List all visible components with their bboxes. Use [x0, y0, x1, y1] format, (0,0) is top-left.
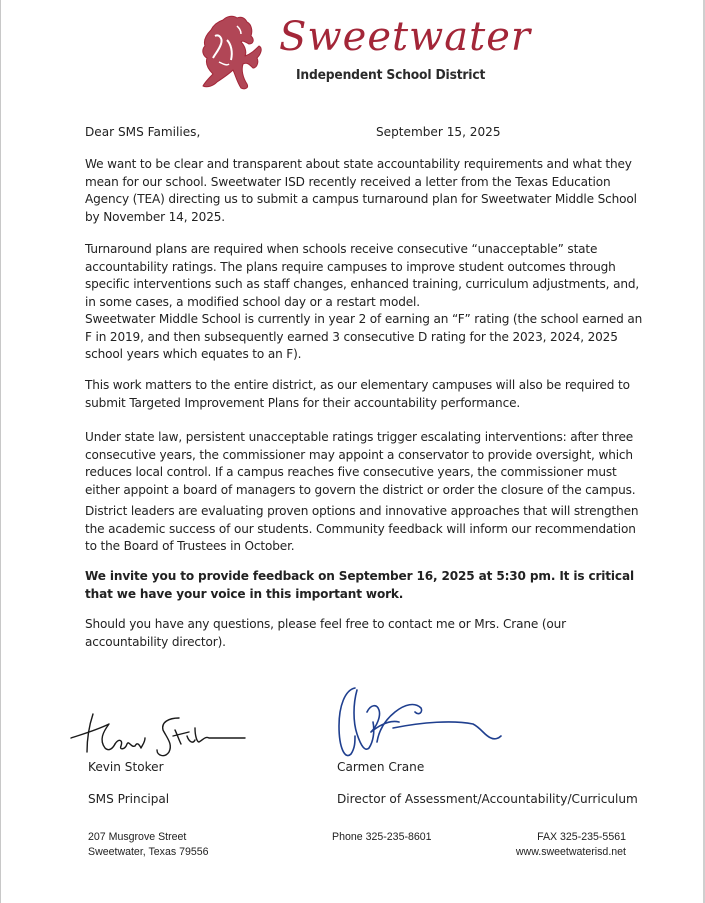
paragraph-feedback-invite: We invite you to provide feedback on September 16, 2025 at 5:30 pm. It is critical that we have your voice in this important work. [85, 569, 634, 601]
address-line-2: Sweetwater, Texas 79556 [88, 846, 209, 858]
paragraph-tea-letter: We want to be clear and transparent about state accountability requirements and what they mean for our school. Sweetwater ISD recently received a letter from the Texas Education Agency (TEA) directing us to submit a campus turnaround plan for Sweetwater Middle School by November 14, 2025. [85, 157, 637, 224]
footer-contact [516, 830, 626, 860]
paragraph-district-leaders: District leaders are evaluating proven options and innovative approaches that will strengthen the academic success of our students. Community feedback will inform our recommendation to the Board of Trustees in October. [85, 504, 639, 554]
footer-website-link[interactable]: www.sweetwaterisd.net [515, 846, 626, 858]
footer-phone: Phone 325-235-8601 [332, 831, 432, 843]
signer-name: Carmen Crane [337, 760, 425, 774]
letterhead [197, 10, 532, 95]
footer-address [88, 830, 209, 860]
district-brand-name: Sweetwater [279, 14, 532, 60]
paragraph-questions: Should you have any questions, please feel free to contact me or Mrs. Crane (our accountability director). [85, 617, 566, 649]
signer-title: Director of Assessment/Accountability/Curriculum [337, 792, 638, 806]
salutation: Dear SMS Families, [85, 125, 201, 139]
footer-fax: FAX 325-235-5561 [537, 831, 626, 843]
paragraph-state-law: Under state law, persistent unacceptable ratings trigger escalating interventions: after three consecutive years, the commissioner may appoint a conservator to provide oversight, which reduces local control. If a campus reaches five consecutive years, the commissioner must either appoint a board of managers to govern the district or order the closure of the campus. [85, 430, 636, 497]
kevin-stoker-signature [69, 708, 249, 766]
paragraph-rating-history: Sweetwater Middle School is currently in year 2 of earning an “F” rating (the school earned an F in 2019, and then subsequently earned 3 consecutive D rating for the 2023, 2024, 2025 school years which equates to an F). [85, 312, 643, 362]
signer-title: SMS Principal [88, 792, 170, 806]
signer-name: Kevin Stoker [88, 760, 164, 774]
letter-date: September 15, 2025 [376, 125, 501, 139]
mustang-mascot-icon [197, 14, 269, 92]
paragraph-turnaround-plans: Turnaround plans are required when schools receive consecutive “unacceptable” state accountability ratings. The plans require campuses to improve student outcomes through specific interventions such as staff changes, enhanced training, curriculum adjustments, and, in some cases, a modified school day or a restart model. [85, 242, 640, 309]
district-subtitle: Independent School District [296, 68, 486, 83]
address-line-1: 207 Musgrove Street [88, 831, 187, 843]
paragraph-district-impact: This work matters to the entire district, as our elementary campuses will also be required to submit Targeted Improvement Plans for their accountability performance. [85, 378, 630, 410]
